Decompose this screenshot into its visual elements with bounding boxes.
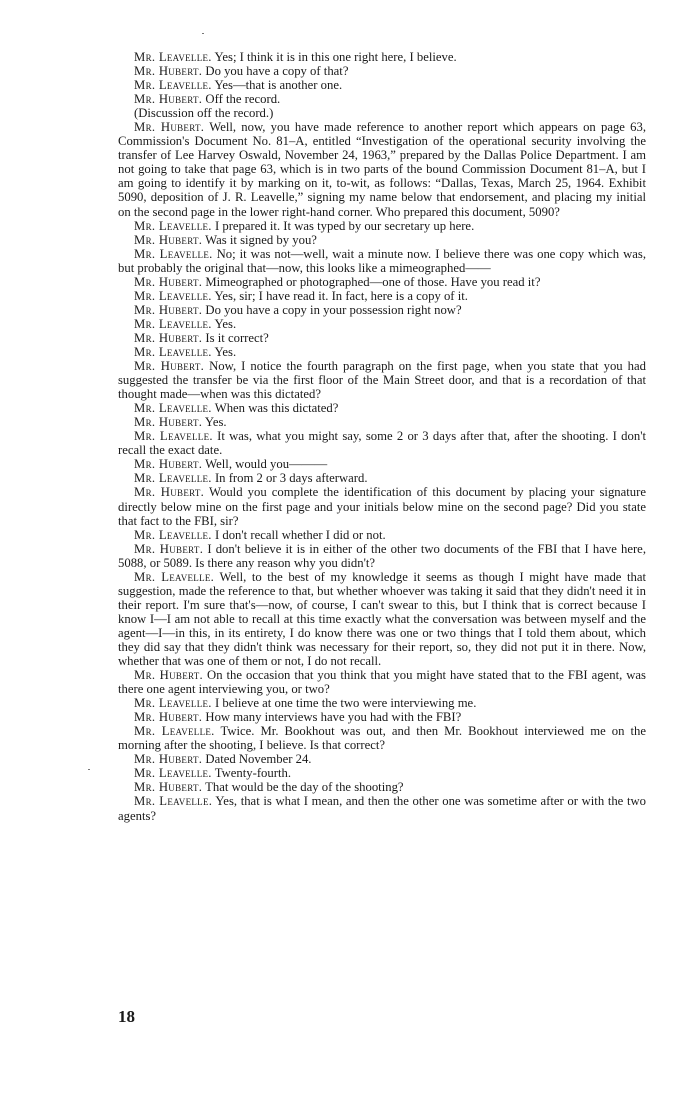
speaker-name: Mr. Leavelle. <box>134 724 215 739</box>
speech-text: How many interviews have you had with the FBI? <box>202 710 462 725</box>
speech-text: Yes, that is what I mean, and then the other one was sometime after or with the two agents? <box>118 794 646 823</box>
speaker-name: Mr. Leavelle. <box>134 288 212 303</box>
speaker-name: Mr. Hubert. <box>134 541 204 556</box>
transcript-paragraph <box>118 710 646 724</box>
speech-text: Yes. <box>211 316 237 331</box>
speaker-name: Mr. Leavelle. <box>134 78 212 93</box>
speech-text: Well, to the best of my knowledge it seems as though I might have made that suggestion, made the reference to that, but whether whoever was taking it said that they didn't need it in their report. I'm sure that's—now, of course, I can't swear to this, but I think that is correct because I know I—I am not able to recall at this time exactly what the conversation was between myself and the agent—I—in this, in its entirety, I do know there was one or two things that I told them about, which they did say that they didn't think was necessary for their report, so, they did not put it in there. Now, whether that was one of them or not, I do not recall. <box>118 569 646 669</box>
speech-text: When was this dictated? <box>211 401 339 416</box>
speaker-name: Mr. Leavelle. <box>134 344 212 359</box>
speaker-name: Mr. Hubert. <box>134 668 204 683</box>
transcript-paragraph <box>118 233 646 247</box>
speaker-name: Mr. Hubert. <box>134 232 203 247</box>
speech-text: Dated November 24. <box>202 752 312 767</box>
transcript-paragraph <box>118 429 646 457</box>
speaker-name: Mr. Hubert. <box>134 780 203 795</box>
speaker-name: Mr. Leavelle. <box>134 246 213 261</box>
scan-speck <box>88 769 90 770</box>
transcript-paragraph <box>118 331 646 345</box>
speaker-name: Mr. Hubert. <box>134 302 203 317</box>
speaker-name: Mr. Hubert. <box>134 457 203 472</box>
scan-speck <box>202 33 204 34</box>
transcript-paragraph <box>118 696 646 710</box>
speech-text: Yes; I think it is in this one right here, I believe. <box>211 50 457 64</box>
speaker-name: Mr. Hubert. <box>134 415 203 430</box>
speaker-name: Mr. Leavelle. <box>134 696 212 711</box>
transcript-paragraph <box>118 780 646 794</box>
transcript-paragraph <box>118 401 646 415</box>
speaker-name: Mr. Hubert. <box>134 120 205 135</box>
transcript-paragraph <box>118 64 646 78</box>
speech-text: No; it was not—well, wait a minute now. I believe there was one copy which was, but probably the original that—now, this looks like a mimeographed—— <box>118 246 646 275</box>
speaker-name: Mr. Leavelle. <box>134 766 212 781</box>
transcript-paragraph <box>118 289 646 303</box>
speaker-name: Mr. Leavelle. <box>134 429 213 444</box>
speaker-name: Mr. Leavelle. <box>134 471 212 486</box>
speaker-name: Mr. Leavelle. <box>134 401 212 416</box>
transcript-paragraph <box>118 275 646 289</box>
transcript-paragraph <box>118 766 646 780</box>
speech-text: On the occasion that you think that you might have stated that to the FBI agent, was there one agent interviewing you, or two? <box>118 668 646 697</box>
speaker-name: Mr. Leavelle. <box>134 50 212 64</box>
speech-text: Do you have a copy in your possession right now? <box>202 302 462 317</box>
speech-text: That would be the day of the shooting? <box>202 780 404 795</box>
speaker-name: Mr. Leavelle. <box>134 794 213 809</box>
speaker-name: Mr. Hubert. <box>134 485 205 500</box>
speaker-name: Mr. Leavelle. <box>134 316 212 331</box>
speaker-name: Mr. Hubert. <box>134 752 203 767</box>
transcript-paragraph <box>118 752 646 766</box>
transcript-paragraph <box>118 106 646 120</box>
transcript-body <box>118 50 646 823</box>
speech-text: I prepared it. It was typed by our secretary up here. <box>211 218 475 233</box>
speech-text: Twice. Mr. Bookhout was out, and then Mr. Bookhout interviewed me on the morning after the shooting, I believe. Is that correct? <box>118 724 646 753</box>
speaker-name: Mr. Hubert. <box>134 92 203 107</box>
speech-text: Twenty-fourth. <box>211 766 291 781</box>
transcript-paragraph <box>118 542 646 570</box>
speaker-name: Mr. Hubert. <box>134 359 205 374</box>
speech-text: Is it correct? <box>202 330 269 345</box>
transcript-paragraph <box>118 78 646 92</box>
speech-text: (Discussion off the record.) <box>134 106 274 121</box>
speech-text: It was, what you might say, some 2 or 3 days after that, after the shooting. I don't recall the exact date. <box>118 429 646 458</box>
transcript-paragraph <box>118 345 646 359</box>
speaker-name: Mr. Hubert. <box>134 710 203 725</box>
transcript-paragraph <box>118 303 646 317</box>
speech-text: Well, now, you have made reference to another report which appears on page 63, Commission's Document No. 81–A, entitled “Investigation of the operational security involving the transfer of Lee Harvey Oswald, November 24, 1963,” prepared by the Dallas Police Department. I am not going to take that page 63, which is in two parts of the bound Commission Document 81–A, but I am going to identify it by marking on it, to-wit, as follows: “Dallas, Texas, March 25, 1964. Exhibit 5090, deposition of J. R. Leavelle,” signing my name below that endorsement, and placing my initial on the second page in the lower right-hand corner. Who prepared this document, 5090? <box>118 120 646 219</box>
speech-text: Well, would you——— <box>202 457 328 472</box>
speech-text: I believe at one time the two were interviewing me. <box>211 696 477 711</box>
speech-text: I don't believe it is in either of the other two documents of the FBI that I have here, 5088, or 5089. Is there any reason why you didn't? <box>118 541 646 570</box>
speaker-name: Mr. Hubert. <box>134 64 203 79</box>
speech-text: Off the record. <box>202 92 281 107</box>
transcript-paragraph <box>118 219 646 233</box>
transcript-paragraph <box>118 415 646 429</box>
speech-text: Was it signed by you? <box>202 232 317 247</box>
speech-text: Yes. <box>211 344 237 359</box>
transcript-paragraph <box>118 317 646 331</box>
transcript-paragraph <box>118 50 646 64</box>
speaker-name: Mr. Hubert. <box>134 274 203 289</box>
transcript-paragraph <box>118 359 646 401</box>
speaker-name: Mr. Leavelle. <box>134 218 212 233</box>
speaker-name: Mr. Leavelle. <box>134 527 212 542</box>
speech-text: Yes. <box>202 415 227 430</box>
speech-text: I don't recall whether I did or not. <box>211 527 386 542</box>
speech-text: Would you complete the identification of this document by placing your signature directly below mine on the first page and your initials below mine on the second page? Did you state that fact to the FBI, sir? <box>118 485 646 528</box>
speech-text: Do you have a copy of that? <box>202 64 349 79</box>
transcript-paragraph <box>118 668 646 696</box>
transcript-paragraph <box>118 528 646 542</box>
transcript-paragraph <box>118 471 646 485</box>
speech-text: Yes, sir; I have read it. In fact, here is a copy of it. <box>211 288 468 303</box>
speech-text: In from 2 or 3 days afterward. <box>211 471 368 486</box>
transcript-paragraph <box>118 92 646 106</box>
transcript-paragraph <box>118 570 646 668</box>
transcript-paragraph <box>118 120 646 218</box>
transcript-paragraph <box>118 457 646 471</box>
transcript-paragraph <box>118 794 646 822</box>
speaker-name: Mr. Leavelle. <box>134 569 215 584</box>
transcript-paragraph <box>118 485 646 527</box>
speaker-name: Mr. Hubert. <box>134 330 203 345</box>
speech-text: Now, I notice the fourth paragraph on the first page, when you state that you had suggested the transfer be via the first floor of the Main Street door, and that is a recordation of that thought made—when was this dictated? <box>118 359 646 402</box>
transcript-paragraph <box>118 724 646 752</box>
page-number: 18 <box>118 1007 135 1026</box>
transcript-paragraph <box>118 247 646 275</box>
speech-text: Yes—that is another one. <box>211 78 343 93</box>
speech-text: Mimeographed or photographed—one of those. Have you read it? <box>202 274 541 289</box>
